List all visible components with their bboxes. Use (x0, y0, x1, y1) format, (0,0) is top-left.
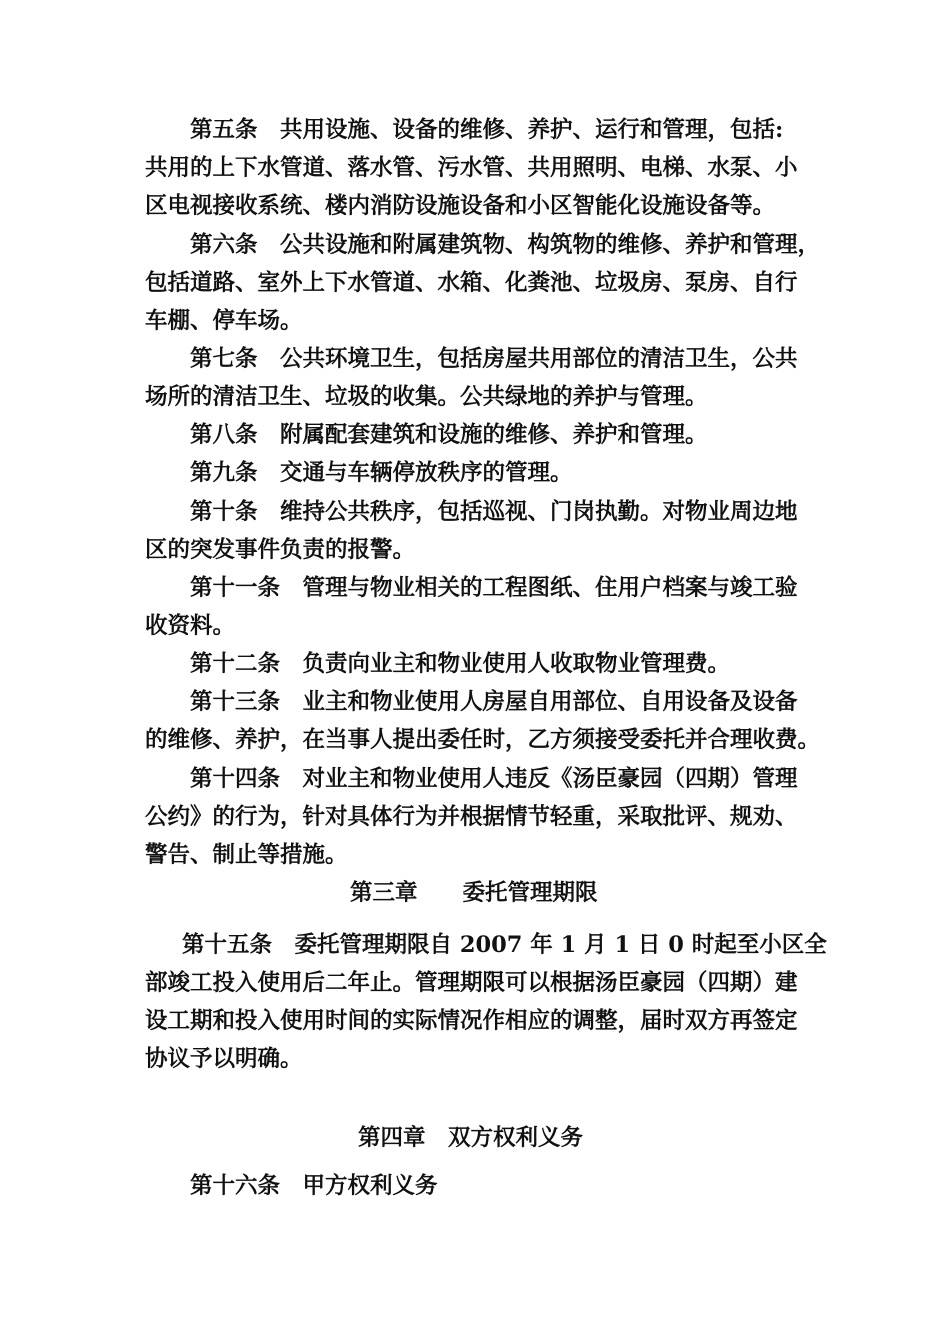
article-9-line-1: 第九条 交通与车辆停放秩序的管理。 (190, 460, 573, 486)
article-5-line-1: 第五条 共用设施、设备的维修、养护、运行和管理，包括: (190, 117, 784, 143)
article-15-line-4: 协议予以明确。 (145, 1046, 303, 1072)
article-10-line-1: 第十条 维持公共秩序，包括巡视、门岗执勤。对物业周边地 (190, 499, 798, 525)
article-14-line-3: 警告、制止等措施。 (145, 842, 348, 868)
article-6-line-2: 包括道路、室外上下水管道、水箱、化粪池、垃圾房、泵房、自行 (145, 270, 798, 296)
article-13-line-1: 第十三条 业主和物业使用人房屋自用部位、自用设备及设备 (190, 689, 798, 715)
article-16-line-1: 第十六条 甲方权利义务 (190, 1173, 438, 1199)
article-5-line-3: 区电视接收系统、楼内消防设施设备和小区智能化设施设备等。 (145, 193, 776, 219)
article-6-line-1: 第六条 公共设施和附属建筑物、构筑物的维修、养护和管理， (190, 232, 821, 258)
article-15-line-3: 设工期和投入使用时间的实际情况作相应的调整，届时双方再签定 (145, 1008, 798, 1034)
article-11-line-2: 收资料。 (145, 613, 236, 639)
article-6-line-3: 车棚、停车场。 (145, 308, 303, 334)
article-14-line-2: 公约》的行为，针对具体行为并根据情节轻重，采取批评、规劝、 (145, 804, 798, 830)
article-12-line-1: 第十二条 负责向业主和物业使用人收取物业管理费。 (190, 651, 731, 677)
article-15-line-2: 部竣工投入使用后二年止。管理期限可以根据汤臣豪园（四期）建 (145, 970, 798, 996)
article-7-line-1: 第七条 公共环境卫生，包括房屋共用部位的清洁卫生，公共 (190, 346, 798, 372)
chapter-3-heading: 第三章 委托管理期限 (350, 880, 598, 906)
article-13-line-2: 的维修、养护，在当事人提出委任时，乙方须接受委托并合理收费。 (145, 727, 821, 753)
article-15-line-1: 第十五条 委托管理期限自 2007 年 1 月 1 日 0 时起至小区全 (182, 932, 827, 958)
chapter-4-heading: 第四章 双方权利义务 (358, 1125, 584, 1151)
article-11-line-1: 第十一条 管理与物业相关的工程图纸、住用户档案与竣工验 (190, 575, 798, 601)
article-8-line-1: 第八条 附属配套建筑和设施的维修、养护和管理。 (190, 422, 708, 448)
article-7-line-2: 场所的清洁卫生、垃圾的收集。公共绿地的养护与管理。 (145, 384, 708, 410)
article-14-line-1: 第十四条 对业主和物业使用人违反《汤臣豪园（四期）管理 (190, 766, 798, 792)
article-5-line-2: 共用的上下水管道、落水管、污水管、共用照明、电梯、水泵、小 (145, 155, 798, 181)
article-10-line-2: 区的突发事件负责的报警。 (145, 537, 416, 563)
